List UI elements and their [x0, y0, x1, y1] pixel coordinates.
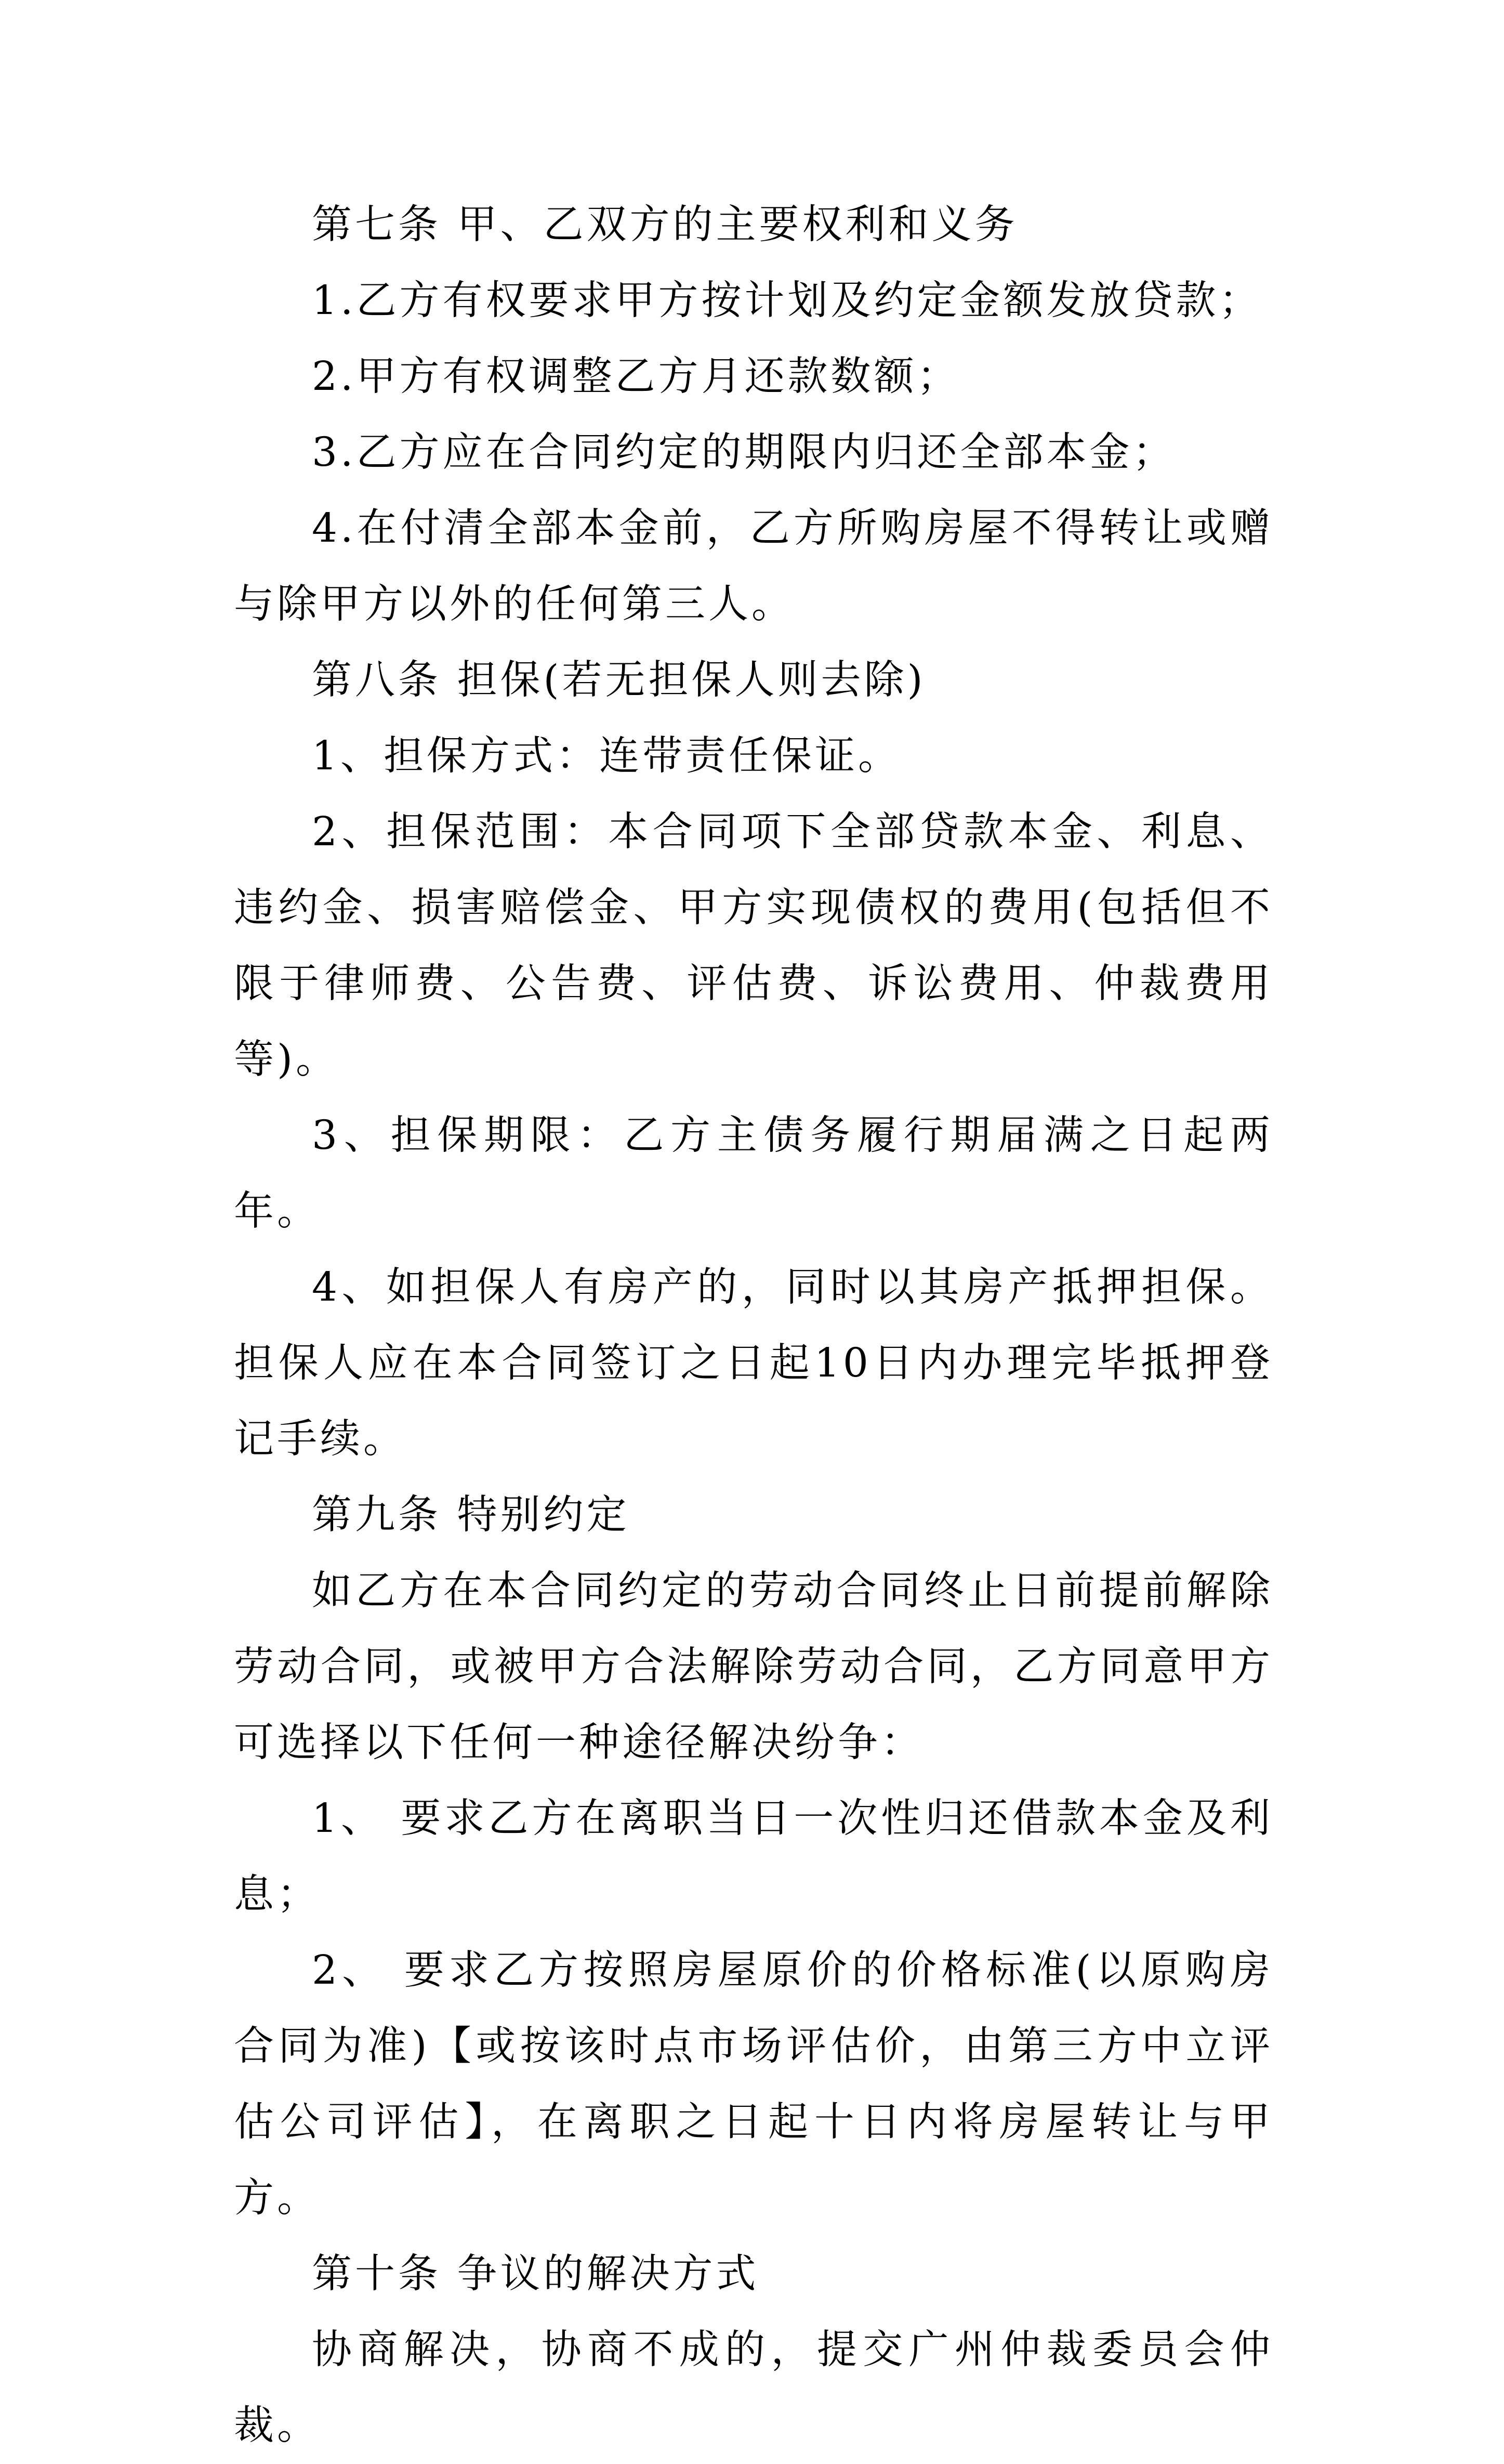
article-8-item-2: 2、担保范围：本合同项下全部贷款本金、利息、违约金、损害赔偿金、甲方实现债权的费用(包括但不限于律师费、公告费、评估费、诉讼费用、仲裁费用等)。: [234, 809, 1273, 1083]
article-7-item-4: 4.在付清全部本金前，乙方所购房屋不得转让或赠与除甲方以外的任何第三人。: [234, 505, 1273, 627]
article-9-item-2: 2、 要求乙方按照房屋原价的价格标准(以原购房合同为准)【或按该时点市场评估价，由第三方中立评估公司评估】，在离职之日起十日内将房屋转让与甲方。: [234, 1947, 1273, 2221]
article-7-heading: 第七条 甲、乙双方的主要权利和义务: [312, 202, 1018, 248]
article-8-item-1: 1、担保方式：连带责任保证。: [312, 733, 901, 779]
article-8-heading: 第八条 担保(若无担保人则去除): [312, 657, 926, 703]
article-7-item-1: 1.乙方有权要求甲方按计划及约定金额发放贷款；: [312, 278, 1262, 324]
document-body: [234, 187, 1273, 2464]
article-7-item-3: 3.乙方应在合同约定的期限内归还全部本金；: [312, 429, 1176, 476]
article-9-heading: 第九条 特别约定: [312, 1492, 630, 1538]
article-8-item-4: 4、如担保人有房产的，同时以其房产抵押担保。担保人应在本合同签订之日起10日内办理完毕抵押登记手续。: [234, 1264, 1273, 1462]
article-10-heading: 第十条 争议的解决方式: [312, 2251, 759, 2297]
article-9-item-1: 1、 要求乙方在离职当日一次性归还借款本金及利息；: [234, 1795, 1273, 1918]
article-10-body: 协商解决，协商不成的，提交广州仲裁委员会仲裁。: [234, 2327, 1273, 2449]
article-9-body: 如乙方在本合同约定的劳动合同终止日前提前解除劳动合同，或被甲方合法解除劳动合同，乙方同意甲方可选择以下任何一种途径解决纷争：: [234, 1568, 1273, 1766]
article-7-item-2: 2.甲方有权调整乙方月还款数额；: [312, 353, 960, 400]
article-8-item-3: 3、担保期限：乙方主债务履行期届满之日起两年。: [234, 1112, 1273, 1235]
